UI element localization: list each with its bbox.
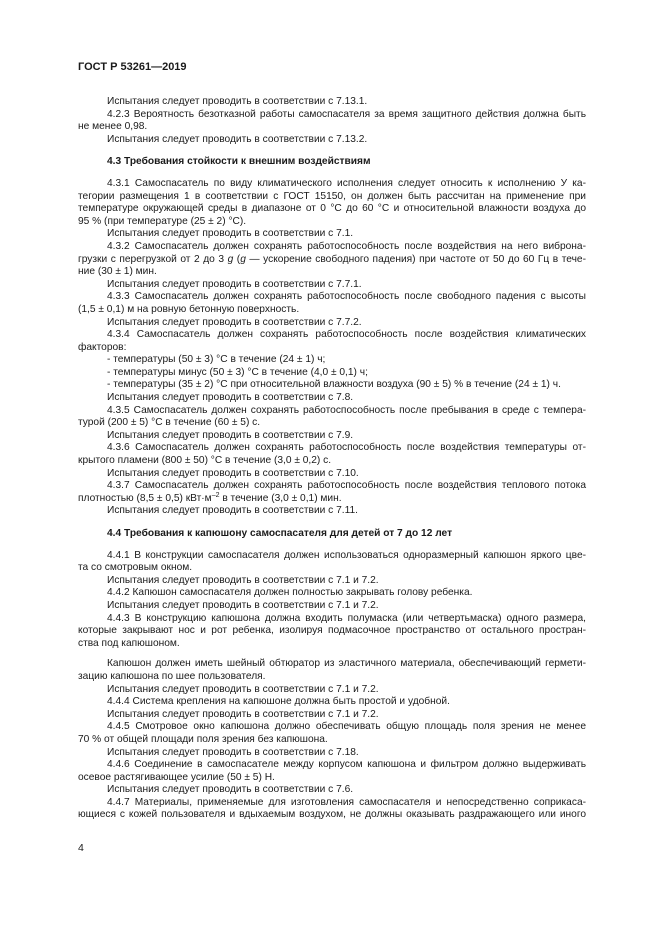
text-fragment: плотностью (8,5 ± 0,5) кВт·м: [78, 492, 212, 504]
text-line: Испытания следует проводить в соответствии с 7.11.: [107, 505, 358, 517]
text-line: 4.4.1 В конструкции самоспасателя должен использоваться одноразмерный капюшон яркого цве-: [107, 549, 586, 561]
text-line: Испытания следует проводить в соответствии с 7.8.: [107, 392, 354, 404]
text-line: 4.3.7 Самоспасатель должен сохранять работоспособность после воздействия теплового потока: [107, 480, 586, 492]
text-line: которые закрывают нос и рот ребенка, изолируя подмасочное пространство от остального простран-: [78, 625, 586, 637]
text-line: факторов:: [78, 341, 127, 353]
variable-g: g: [227, 253, 234, 265]
text-fragment: грузки с перегрузкой от 2 до 3: [78, 253, 228, 265]
text-line: осевое растягивающее усилие (50 ± 5) Н.: [78, 771, 275, 783]
document-id: ГОСТ Р 53261—2019: [78, 61, 187, 73]
text-line: Испытания следует проводить в соответствии с 7.7.2.: [107, 316, 362, 328]
text-line: Капюшон должен иметь шейный обтюратор из эластичного материала, обеспечивающий гермети-: [107, 658, 586, 670]
list-item: - температуры (50 ± 3) °С в течение (24 ± 1) ч;: [107, 354, 326, 366]
text-line: турой (200 ± 5) °С в течение (60 ± 5) с.: [78, 417, 261, 429]
text-line: крытого пламени (800 ± 50) °С в течение (3,0 ± 0,2) с.: [78, 455, 332, 467]
text-line: 95 % (при температуре (25 ± 2) °С).: [78, 215, 247, 227]
text-line: Испытания следует проводить в соответствии с 7.9.: [107, 429, 354, 441]
text-line: Испытания следует проводить в соответствии с 7.1 и 7.2.: [107, 574, 379, 586]
text-line: 4.3.2 Самоспасатель должен сохранять работоспособность после воздействия на него виброна-: [107, 240, 586, 252]
text-line: 4.3.6 Самоспасатель должен сохранять работоспособность после воздействия температуры от-: [107, 442, 586, 454]
text-line: (1,5 ± 0,1) м на ровную бетонную поверхность.: [78, 303, 300, 315]
list-item: - температуры (35 ± 2) °С при относительной влажности воздуха (90 ± 5) % в течение (24 ± 1) ч.: [107, 379, 561, 391]
text-line: 4.4.2 Капюшон самоспасателя должен полностью закрывать голову ребенка.: [107, 587, 473, 599]
exponent: –2: [211, 491, 220, 499]
text-line: Испытания следует проводить в соответствии с 7.1 и 7.2.: [107, 683, 379, 695]
text-line: 4.4.3 В конструкцию капюшона должна входить полумаска (или четвертьмаска) одного размера,: [107, 612, 586, 624]
page-number: 4: [78, 842, 84, 854]
text-line: 4.4.7 Материалы, применяемые для изготовления самоспасателя и непосредственно соприкаса-: [107, 796, 586, 808]
text-line: та со смотровым окном.: [78, 562, 193, 574]
text-line: не менее 0,98.: [78, 121, 148, 133]
text-line: Испытания следует проводить в соответствии с 7.18.: [107, 746, 359, 758]
text-line: Испытания следует проводить в соответствии с 7.1 и 7.2.: [107, 599, 379, 611]
text-line: 4.4.5 Смотровое окно капюшона должно обеспечивать общую площадь поля зрения не менее: [107, 721, 586, 733]
text-line: тегории размещения 1 в соответствии с ГОСТ 15150, он должен быть рассчитан на применение при: [78, 190, 586, 202]
text-line: 4.4.4 Система крепления на капюшоне должна быть простой и удобной.: [107, 696, 450, 708]
text-line: 4.3.1 Самоспасатель по виду климатического исполнения следует относить к исполнению У ка-: [107, 177, 586, 189]
text-line: зацию капюшона по шее пользователя.: [78, 670, 266, 682]
text-line: ющиеся с кожей пользователя и вдыхаемым воздухом, не должны оказывать раздражающего или иного: [78, 809, 586, 821]
list-item: - температуры минус (50 ± 3) °С в течение (4,0 ± 0,1) ч;: [107, 366, 368, 378]
variable-g: g: [240, 253, 246, 265]
document-body: [78, 96, 586, 822]
text-line: Испытания следует проводить в соответствии с 7.7.1.: [107, 278, 362, 290]
text-fragment: (: [233, 253, 241, 265]
text-line: Испытания следует проводить в соответствии с 7.6.: [107, 784, 354, 796]
text-line: ства под капюшоном.: [78, 637, 180, 649]
text-line: Испытания следует проводить в соответствии с 7.13.1.: [107, 96, 368, 107]
text-line: 4.2.3 Вероятность безотказной работы самоспасателя за время защитного действия должна быть: [107, 108, 586, 120]
text-line: 4.3.3 Самоспасатель должен сохранять работоспособность после свободного падения с высоты: [107, 291, 586, 303]
text-line: температуре окружающей среды в диапазоне от 0 °С до 60 °С и относительной влажности воздуха до: [78, 203, 586, 215]
text-line: ние (30 ± 1) мин.: [78, 266, 157, 278]
text-line: Испытания следует проводить в соответствии с 7.1.: [107, 228, 354, 240]
text-line: [78, 493, 586, 506]
text-line: 4.3.4 Самоспасатель должен сохранять работоспособность после воздействия климатических: [107, 329, 586, 341]
text-line: [78, 254, 586, 267]
text-fragment: — ускорение свободного падения) при частоте от 50 до 60 Гц в тече-: [245, 253, 586, 265]
text-line: Испытания следует проводить в соответствии с 7.10.: [107, 467, 359, 479]
text-line: Испытания следует проводить в соответствии с 7.13.2.: [107, 133, 368, 145]
section-heading: 4.4 Требования к капюшону самоспасателя для детей от 7 до 12 лет: [107, 528, 453, 539]
text-line: Испытания следует проводить в соответствии с 7.1 и 7.2.: [107, 708, 379, 720]
text-fragment: в течение (3,0 ± 0,1) мин.: [219, 492, 342, 504]
section-heading: 4.3 Требования стойкости к внешним воздействиям: [107, 156, 371, 168]
text-line: 4.4.6 Соединение в самоспасателе между корпусом капюшона и фильтром должно выдерживать: [107, 759, 586, 771]
text-line: 70 % от общей площади поля зрения без капюшона.: [78, 733, 328, 745]
text-line: 4.3.5 Самоспасатель должен сохранять работоспособность после пребывания в среде с темпера-: [107, 404, 586, 416]
